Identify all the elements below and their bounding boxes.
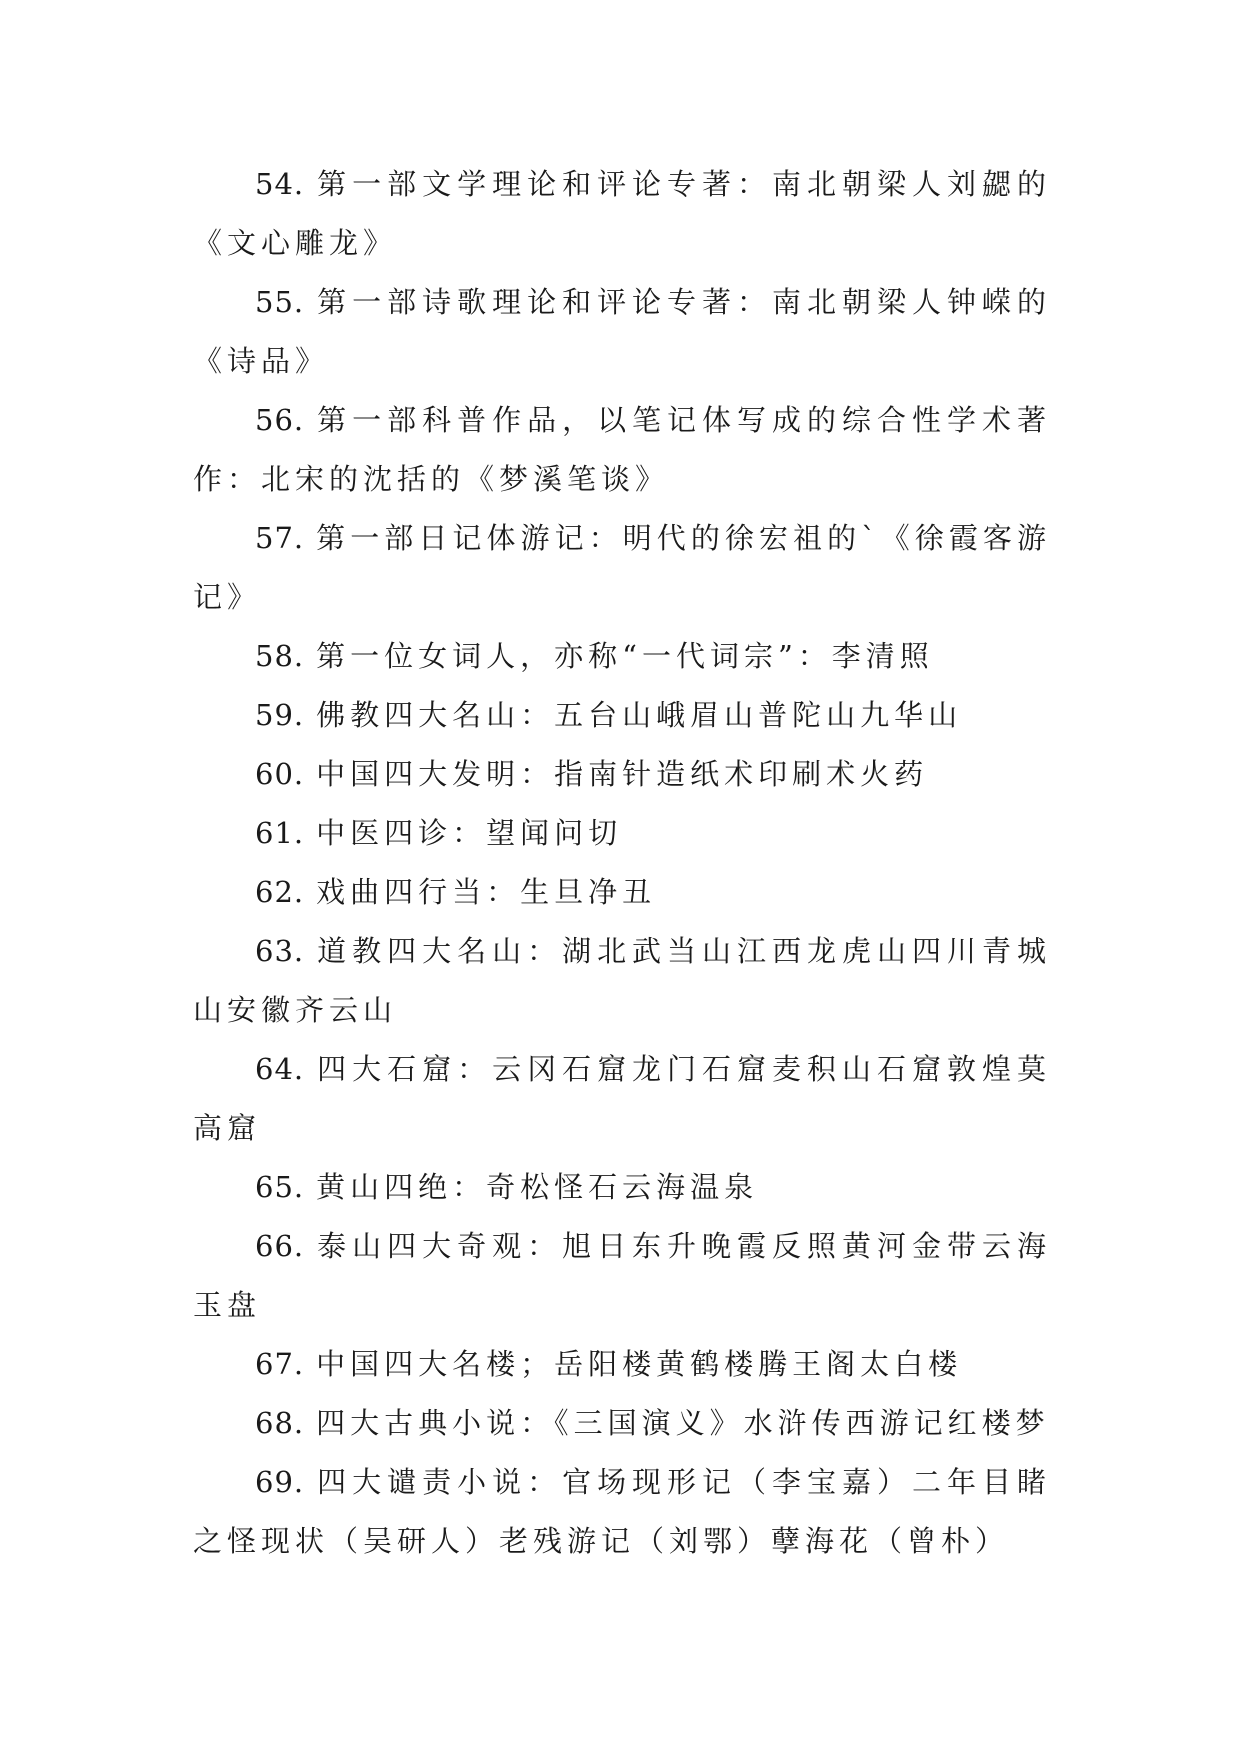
item-text: 第一部科普作品，以笔记体写成的综合性学术著作：北宋的沈括的《梦溪笔谈》 [193,403,1051,496]
item-text: 黄山四绝：奇松怪石云海温泉 [316,1170,759,1204]
list-content [193,155,1051,1571]
item-number: 63. [255,934,305,968]
item-text: 中国四大名楼；岳阳楼黄鹤楼腾王阁太白楼 [316,1347,963,1381]
list-item [193,804,1051,863]
item-number: 59. [255,698,305,732]
item-number: 69. [255,1465,305,1499]
list-item [193,627,1051,686]
item-number: 68. [255,1406,305,1440]
item-number: 67. [255,1347,305,1381]
item-number: 58. [255,639,305,673]
item-text: 第一部文学理论和评论专著：南北朝梁人刘勰的《文心雕龙》 [193,167,1051,260]
item-text: 戏曲四行当：生旦净丑 [316,875,657,909]
item-number: 64. [255,1052,305,1086]
item-text: 道教四大名山：湖北武当山江西龙虎山四川青城山安徽齐云山 [193,934,1051,1027]
item-number: 65. [255,1170,305,1204]
item-number: 55. [255,285,305,319]
list-item [193,509,1051,627]
list-item [193,922,1051,1040]
item-number: 56. [255,403,305,437]
item-number: 57. [255,521,305,555]
item-number: 54. [255,167,305,201]
list-item [193,745,1051,804]
item-text: 第一部诗歌理论和评论专著：南北朝梁人钟嵘的《诗品》 [193,285,1051,378]
list-item [193,1040,1051,1158]
list-item [193,863,1051,922]
list-item [193,686,1051,745]
list-item [193,391,1051,509]
list-item [193,155,1051,273]
list-item [193,1217,1051,1335]
item-number: 60. [255,757,305,791]
item-text: 第一位女词人，亦称“一代词宗”：李清照 [316,639,934,673]
item-text: 佛教四大名山：五台山峨眉山普陀山九华山 [316,698,963,732]
list-item [193,1335,1051,1394]
item-text: 四大古典小说：《三国演义》水浒传西游记红楼梦 [316,1406,1050,1440]
list-item [193,1158,1051,1217]
list-item [193,273,1051,391]
item-text: 中医四诊：望闻问切 [316,816,623,850]
list-item [193,1453,1051,1571]
list-item [193,1394,1051,1453]
item-number: 66. [255,1229,305,1263]
item-number: 61. [255,816,305,850]
item-text: 四大石窟：云冈石窟龙门石窟麦积山石窟敦煌莫高窟 [193,1052,1051,1145]
item-number: 62. [255,875,305,909]
item-text: 泰山四大奇观：旭日东升晚霞反照黄河金带云海玉盘 [193,1229,1051,1322]
item-text: 中国四大发明：指南针造纸术印刷术火药 [316,757,929,791]
item-text: 四大谴责小说：官场现形记（李宝嘉）二年目睹之怪现状（吴研人）老残游记（刘鄂）孽海花（曾朴） [193,1465,1051,1558]
item-text: 第一部日记体游记：明代的徐宏祖的`《徐霞客游记》 [193,521,1051,614]
